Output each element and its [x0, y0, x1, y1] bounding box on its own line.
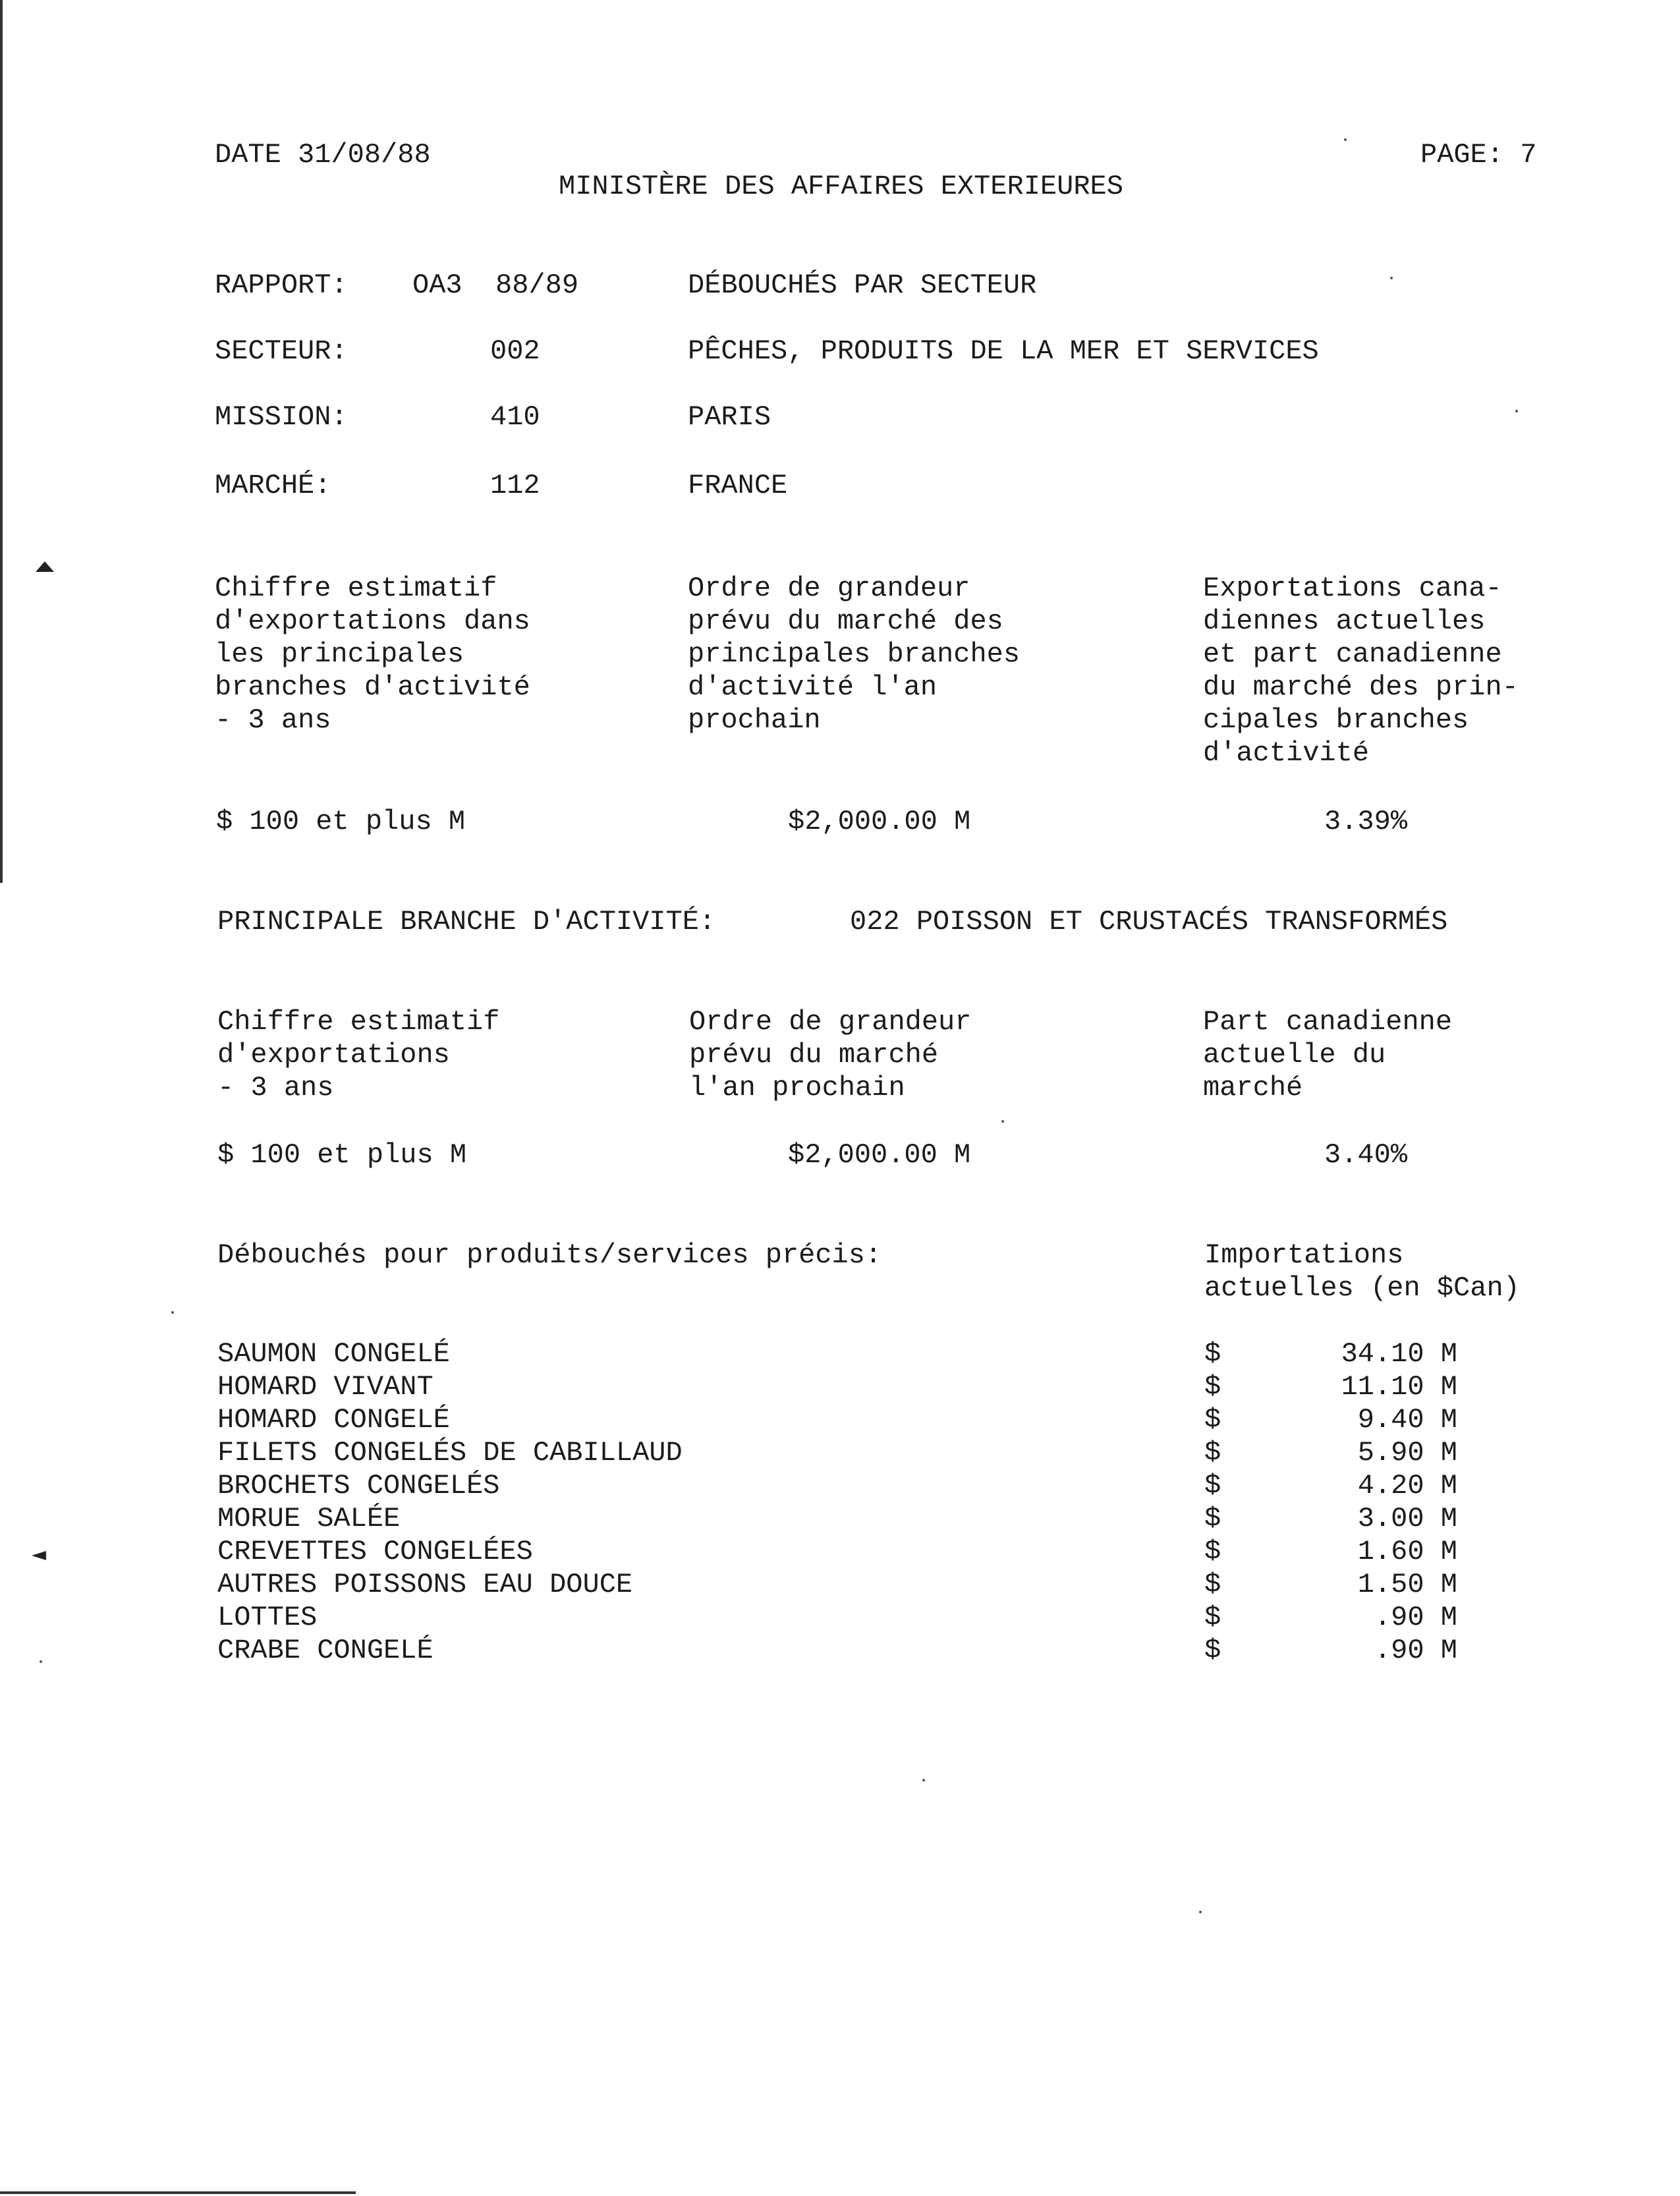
scan-speck [922, 1779, 925, 1782]
currency-symbol: $ [1204, 1470, 1221, 1502]
heading-line: prévu du marché des [688, 605, 1003, 637]
currency-symbol: $ [1204, 1503, 1221, 1534]
branch-magnitude-heading [689, 1005, 971, 1104]
branch-share-heading [1203, 1005, 1452, 1104]
list-item [217, 1568, 1601, 1601]
scan-edge-bottom [0, 2191, 356, 2194]
heading-line: - 3 ans [217, 1072, 334, 1104]
scan-mark-icon [36, 561, 54, 572]
product-name: CREVETTES CONGELÉES [217, 1536, 533, 1567]
list-item [217, 1403, 1601, 1436]
product-name: HOMARD VIVANT [217, 1371, 434, 1403]
product-name: HOMARD CONGELÉ [217, 1404, 450, 1436]
scan-speck [1390, 277, 1393, 279]
marche-code: 112 [490, 470, 540, 501]
secteur-code: 002 [490, 335, 540, 367]
currency-symbol: $ [1204, 1338, 1221, 1370]
heading-line: prévu du marché [689, 1039, 939, 1071]
ministry-title: MINISTÈRE DES AFFAIRES EXTERIEURES [559, 171, 1123, 202]
currency-symbol: $ [1204, 1536, 1221, 1567]
heading-line: Part canadienne [1203, 1006, 1453, 1038]
import-amount: 11.10 M [1341, 1371, 1457, 1403]
heading-line: diennes actuelles [1203, 605, 1486, 637]
product-name: CRABE CONGELÉ [217, 1635, 434, 1666]
scan-mark-icon [32, 1551, 46, 1560]
sector-share-value: 3.39% [1324, 806, 1408, 837]
list-item [217, 1634, 1601, 1667]
heading-line: actuelles (en $Can) [1204, 1272, 1520, 1304]
list-item [217, 1436, 1601, 1469]
mission-value: PARIS [688, 401, 771, 433]
scan-speck [40, 1660, 42, 1663]
product-name: MORUE SALÉE [217, 1503, 401, 1534]
secteur-label: SECTEUR: [215, 335, 348, 367]
import-amount: 3.00 M [1357, 1503, 1457, 1534]
scan-speck [1001, 1120, 1004, 1123]
heading-line: actuelle du [1203, 1039, 1386, 1071]
import-amount: .90 M [1374, 1602, 1457, 1633]
product-name: BROCHETS CONGELÉS [217, 1470, 500, 1502]
heading-line: d'exportations [217, 1039, 450, 1071]
list-item [217, 1469, 1601, 1502]
currency-symbol: $ [1204, 1437, 1221, 1469]
heading-line: Ordre de grandeur [689, 1006, 972, 1038]
report-date: DATE 31/08/88 [215, 139, 431, 171]
heading-line: d'activité [1203, 737, 1370, 769]
import-amount: 4.20 M [1357, 1470, 1457, 1502]
sector-magnitude-value: $2,000.00 M [788, 806, 971, 837]
heading-line: du marché des prin- [1203, 671, 1519, 703]
scan-edge-left [0, 0, 3, 883]
product-name: AUTRES POISSONS EAU DOUCE [217, 1569, 633, 1600]
mission-label: MISSION: [215, 401, 348, 433]
list-item [217, 1337, 1601, 1370]
scan-speck [171, 1311, 174, 1314]
opportunities-title: Débouchés pour produits/services précis: [217, 1239, 882, 1271]
scan-speck [1344, 138, 1347, 141]
import-amount: 1.50 M [1357, 1569, 1457, 1600]
product-name: SAUMON CONGELÉ [217, 1338, 450, 1370]
heading-line: Ordre de grandeur [688, 573, 970, 604]
currency-symbol: $ [1204, 1371, 1221, 1403]
imports-list [217, 1337, 1601, 1667]
branch-label: PRINCIPALE BRANCHE D'ACTIVITÉ: [217, 906, 716, 938]
heading-line: d'exportations dans [215, 605, 530, 637]
rapport-code: OA3 88/89 [412, 269, 579, 301]
list-item [217, 1601, 1601, 1634]
currency-symbol: $ [1204, 1635, 1221, 1666]
import-amount: 5.90 M [1357, 1437, 1457, 1469]
branch-estimate-value: $ 100 et plus M [217, 1139, 467, 1171]
secteur-value: PÊCHES, PRODUITS DE LA MER ET SERVICES [688, 335, 1319, 367]
sector-estimate-heading [215, 572, 530, 737]
import-amount: 9.40 M [1357, 1404, 1457, 1436]
heading-line: Exportations cana- [1203, 573, 1502, 604]
heading-line: et part canadienne [1203, 638, 1502, 670]
heading-line: Importations [1204, 1239, 1404, 1271]
heading-line: l'an prochain [689, 1072, 905, 1104]
scan-speck [1515, 410, 1518, 412]
heading-line: d'activité l'an [688, 671, 938, 703]
heading-line: branches d'activité [215, 671, 530, 703]
heading-line: Chiffre estimatif [217, 1006, 500, 1038]
list-item [217, 1502, 1601, 1535]
import-amount: .90 M [1374, 1635, 1457, 1666]
marche-label: MARCHÉ: [215, 470, 331, 501]
import-amount: 34.10 M [1341, 1338, 1457, 1370]
marche-value: FRANCE [688, 470, 788, 501]
rapport-value: DÉBOUCHÉS PAR SECTEUR [688, 269, 1037, 301]
currency-symbol: $ [1204, 1404, 1221, 1436]
currency-symbol: $ [1204, 1602, 1221, 1633]
branch-value: 022 POISSON ET CRUSTACÉS TRANSFORMÉS [850, 906, 1448, 938]
page-number: PAGE: 7 [1420, 139, 1537, 171]
branch-magnitude-value: $2,000.00 M [788, 1139, 971, 1171]
product-name: FILETS CONGELÉS DE CABILLAUD [217, 1437, 683, 1469]
list-item [217, 1535, 1601, 1568]
sector-estimate-value: $ 100 et plus M [216, 806, 466, 837]
branch-share-value: 3.40% [1324, 1139, 1408, 1171]
sector-magnitude-heading [688, 572, 1020, 737]
product-name: LOTTES [217, 1602, 318, 1633]
imports-heading [1204, 1239, 1520, 1305]
heading-line: Chiffre estimatif [215, 573, 497, 604]
rapport-label: RAPPORT: [215, 269, 348, 301]
heading-line: cipales branches [1203, 704, 1469, 736]
heading-line: marché [1203, 1072, 1303, 1104]
mission-code: 410 [490, 401, 540, 433]
heading-line: prochain [688, 704, 821, 736]
heading-line: principales branches [688, 638, 1021, 670]
branch-estimate-heading [217, 1005, 499, 1104]
heading-line: - 3 ans [215, 704, 331, 736]
list-item [217, 1370, 1601, 1403]
sector-share-heading [1203, 572, 1519, 770]
currency-symbol: $ [1204, 1569, 1221, 1600]
heading-line: les principales [215, 638, 464, 670]
import-amount: 1.60 M [1357, 1536, 1457, 1567]
scan-speck [1199, 1911, 1202, 1913]
